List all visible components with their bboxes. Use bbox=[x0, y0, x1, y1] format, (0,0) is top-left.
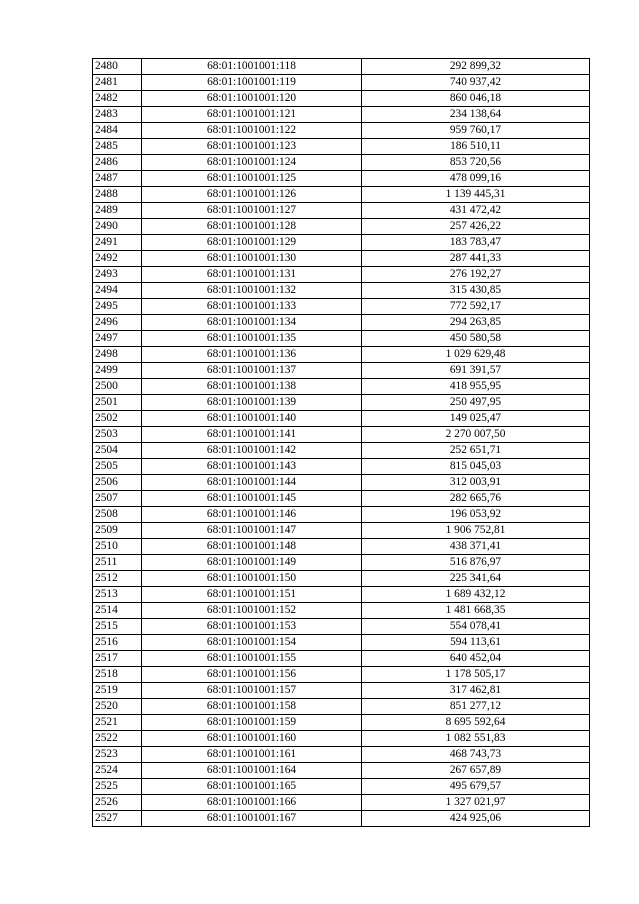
cadastral-value-cell: 640 452,04 bbox=[362, 651, 590, 667]
table-row bbox=[93, 779, 590, 795]
cadastral-number-cell: 68:01:1001001:125 bbox=[142, 171, 362, 187]
cadastral-value-cell: 252 651,71 bbox=[362, 443, 590, 459]
cadastral-number-cell: 68:01:1001001:141 bbox=[142, 427, 362, 443]
table-row bbox=[93, 91, 590, 107]
cadastral-value-cell: 959 760,17 bbox=[362, 123, 590, 139]
row-number-cell: 2484 bbox=[93, 123, 142, 139]
table-row bbox=[93, 187, 590, 203]
table-row bbox=[93, 347, 590, 363]
table-row bbox=[93, 667, 590, 683]
row-number-cell: 2499 bbox=[93, 363, 142, 379]
cadastral-value-cell: 1 327 021,97 bbox=[362, 795, 590, 811]
table-row bbox=[93, 155, 590, 171]
table-row bbox=[93, 571, 590, 587]
cadastral-number-cell: 68:01:1001001:119 bbox=[142, 75, 362, 91]
table-row bbox=[93, 491, 590, 507]
cadastral-value-cell: 312 003,91 bbox=[362, 475, 590, 491]
row-number-cell: 2516 bbox=[93, 635, 142, 651]
row-number-cell: 2513 bbox=[93, 587, 142, 603]
row-number-cell: 2500 bbox=[93, 379, 142, 395]
cadastral-value-cell: 292 899,32 bbox=[362, 59, 590, 75]
cadastral-value-cell: 1 029 629,48 bbox=[362, 347, 590, 363]
cadastral-number-cell: 68:01:1001001:142 bbox=[142, 443, 362, 459]
row-number-cell: 2504 bbox=[93, 443, 142, 459]
row-number-cell: 2490 bbox=[93, 219, 142, 235]
table-body bbox=[93, 59, 590, 827]
cadastral-value-cell: 1 481 668,35 bbox=[362, 603, 590, 619]
row-number-cell: 2510 bbox=[93, 539, 142, 555]
table-row bbox=[93, 219, 590, 235]
row-number-cell: 2482 bbox=[93, 91, 142, 107]
row-number-cell: 2515 bbox=[93, 619, 142, 635]
table-row bbox=[93, 235, 590, 251]
row-number-cell: 2492 bbox=[93, 251, 142, 267]
row-number-cell: 2502 bbox=[93, 411, 142, 427]
row-number-cell: 2523 bbox=[93, 747, 142, 763]
cadastral-number-cell: 68:01:1001001:145 bbox=[142, 491, 362, 507]
table-row bbox=[93, 715, 590, 731]
row-number-cell: 2527 bbox=[93, 811, 142, 827]
row-number-cell: 2521 bbox=[93, 715, 142, 731]
table-row bbox=[93, 395, 590, 411]
cadastral-value-cell: 438 371,41 bbox=[362, 539, 590, 555]
cadastral-number-cell: 68:01:1001001:167 bbox=[142, 811, 362, 827]
table-row bbox=[93, 539, 590, 555]
cadastral-value-cell: 691 391,57 bbox=[362, 363, 590, 379]
cadastral-value-cell: 1 139 445,31 bbox=[362, 187, 590, 203]
cadastral-number-cell: 68:01:1001001:158 bbox=[142, 699, 362, 715]
row-number-cell: 2485 bbox=[93, 139, 142, 155]
table-row bbox=[93, 251, 590, 267]
table-row bbox=[93, 379, 590, 395]
cadastral-value-cell: 424 925,06 bbox=[362, 811, 590, 827]
cadastral-value-cell: 860 046,18 bbox=[362, 91, 590, 107]
cadastral-value-cell: 234 138,64 bbox=[362, 107, 590, 123]
cadastral-value-cell: 317 462,81 bbox=[362, 683, 590, 699]
cadastral-number-cell: 68:01:1001001:157 bbox=[142, 683, 362, 699]
cadastral-value-cell: 815 045,03 bbox=[362, 459, 590, 475]
row-number-cell: 2483 bbox=[93, 107, 142, 123]
cadastral-value-cell: 495 679,57 bbox=[362, 779, 590, 795]
cadastral-number-cell: 68:01:1001001:150 bbox=[142, 571, 362, 587]
cadastral-value-cell: 853 720,56 bbox=[362, 155, 590, 171]
cadastral-number-cell: 68:01:1001001:122 bbox=[142, 123, 362, 139]
cadastral-value-cell: 1 906 752,81 bbox=[362, 523, 590, 539]
row-number-cell: 2494 bbox=[93, 283, 142, 299]
table-row bbox=[93, 699, 590, 715]
cadastral-value-cell: 1 689 432,12 bbox=[362, 587, 590, 603]
table-row bbox=[93, 459, 590, 475]
table-row bbox=[93, 267, 590, 283]
cadastral-value-cell: 183 783,47 bbox=[362, 235, 590, 251]
table-row bbox=[93, 411, 590, 427]
table-row bbox=[93, 139, 590, 155]
table-row bbox=[93, 171, 590, 187]
cadastral-number-cell: 68:01:1001001:138 bbox=[142, 379, 362, 395]
cadastral-value-cell: 287 441,33 bbox=[362, 251, 590, 267]
cadastral-number-cell: 68:01:1001001:161 bbox=[142, 747, 362, 763]
row-number-cell: 2525 bbox=[93, 779, 142, 795]
table-row bbox=[93, 331, 590, 347]
table-row bbox=[93, 811, 590, 827]
cadastral-value-cell: 250 497,95 bbox=[362, 395, 590, 411]
table-row bbox=[93, 763, 590, 779]
cadastral-value-cell: 1 082 551,83 bbox=[362, 731, 590, 747]
table-row bbox=[93, 683, 590, 699]
cadastral-value-cell: 450 580,58 bbox=[362, 331, 590, 347]
cadastral-number-cell: 68:01:1001001:129 bbox=[142, 235, 362, 251]
table-row bbox=[93, 283, 590, 299]
cadastral-value-cell: 225 341,64 bbox=[362, 571, 590, 587]
row-number-cell: 2501 bbox=[93, 395, 142, 411]
row-number-cell: 2488 bbox=[93, 187, 142, 203]
row-number-cell: 2524 bbox=[93, 763, 142, 779]
row-number-cell: 2519 bbox=[93, 683, 142, 699]
row-number-cell: 2503 bbox=[93, 427, 142, 443]
cadastral-number-cell: 68:01:1001001:127 bbox=[142, 203, 362, 219]
cadastral-value-cell: 294 263,85 bbox=[362, 315, 590, 331]
row-number-cell: 2497 bbox=[93, 331, 142, 347]
cadastral-number-cell: 68:01:1001001:154 bbox=[142, 635, 362, 651]
row-number-cell: 2505 bbox=[93, 459, 142, 475]
cadastral-number-cell: 68:01:1001001:151 bbox=[142, 587, 362, 603]
row-number-cell: 2517 bbox=[93, 651, 142, 667]
row-number-cell: 2511 bbox=[93, 555, 142, 571]
cadastral-number-cell: 68:01:1001001:156 bbox=[142, 667, 362, 683]
table-row bbox=[93, 731, 590, 747]
cadastral-number-cell: 68:01:1001001:164 bbox=[142, 763, 362, 779]
table-row bbox=[93, 603, 590, 619]
cadastral-value-cell: 418 955,95 bbox=[362, 379, 590, 395]
cadastral-number-cell: 68:01:1001001:143 bbox=[142, 459, 362, 475]
cadastral-value-table bbox=[92, 58, 590, 827]
row-number-cell: 2495 bbox=[93, 299, 142, 315]
cadastral-number-cell: 68:01:1001001:120 bbox=[142, 91, 362, 107]
cadastral-number-cell: 68:01:1001001:130 bbox=[142, 251, 362, 267]
cadastral-number-cell: 68:01:1001001:128 bbox=[142, 219, 362, 235]
row-number-cell: 2520 bbox=[93, 699, 142, 715]
cadastral-number-cell: 68:01:1001001:132 bbox=[142, 283, 362, 299]
cadastral-number-cell: 68:01:1001001:135 bbox=[142, 331, 362, 347]
cadastral-value-cell: 1 178 505,17 bbox=[362, 667, 590, 683]
row-number-cell: 2481 bbox=[93, 75, 142, 91]
row-number-cell: 2498 bbox=[93, 347, 142, 363]
cadastral-value-cell: 851 277,12 bbox=[362, 699, 590, 715]
row-number-cell: 2507 bbox=[93, 491, 142, 507]
row-number-cell: 2508 bbox=[93, 507, 142, 523]
table-row bbox=[93, 635, 590, 651]
table-row bbox=[93, 475, 590, 491]
cadastral-number-cell: 68:01:1001001:159 bbox=[142, 715, 362, 731]
row-number-cell: 2506 bbox=[93, 475, 142, 491]
cadastral-value-cell: 554 078,41 bbox=[362, 619, 590, 635]
table-row bbox=[93, 523, 590, 539]
table-row bbox=[93, 619, 590, 635]
cadastral-number-cell: 68:01:1001001:118 bbox=[142, 59, 362, 75]
row-number-cell: 2509 bbox=[93, 523, 142, 539]
row-number-cell: 2496 bbox=[93, 315, 142, 331]
cadastral-number-cell: 68:01:1001001:152 bbox=[142, 603, 362, 619]
table-row bbox=[93, 555, 590, 571]
cadastral-value-cell: 431 472,42 bbox=[362, 203, 590, 219]
table-row bbox=[93, 443, 590, 459]
table-row bbox=[93, 427, 590, 443]
row-number-cell: 2487 bbox=[93, 171, 142, 187]
cadastral-number-cell: 68:01:1001001:133 bbox=[142, 299, 362, 315]
row-number-cell: 2486 bbox=[93, 155, 142, 171]
cadastral-number-cell: 68:01:1001001:136 bbox=[142, 347, 362, 363]
cadastral-number-cell: 68:01:1001001:153 bbox=[142, 619, 362, 635]
cadastral-number-cell: 68:01:1001001:166 bbox=[142, 795, 362, 811]
cadastral-value-cell: 478 099,16 bbox=[362, 171, 590, 187]
table-row bbox=[93, 507, 590, 523]
cadastral-number-cell: 68:01:1001001:126 bbox=[142, 187, 362, 203]
cadastral-number-cell: 68:01:1001001:155 bbox=[142, 651, 362, 667]
cadastral-number-cell: 68:01:1001001:165 bbox=[142, 779, 362, 795]
cadastral-value-cell: 594 113,61 bbox=[362, 635, 590, 651]
table-row bbox=[93, 59, 590, 75]
cadastral-value-cell: 257 426,22 bbox=[362, 219, 590, 235]
cadastral-value-cell: 516 876,97 bbox=[362, 555, 590, 571]
cadastral-value-cell: 8 695 592,64 bbox=[362, 715, 590, 731]
cadastral-value-cell: 196 053,92 bbox=[362, 507, 590, 523]
row-number-cell: 2522 bbox=[93, 731, 142, 747]
row-number-cell: 2526 bbox=[93, 795, 142, 811]
row-number-cell: 2493 bbox=[93, 267, 142, 283]
table-row bbox=[93, 587, 590, 603]
cadastral-number-cell: 68:01:1001001:124 bbox=[142, 155, 362, 171]
cadastral-value-cell: 282 665,76 bbox=[362, 491, 590, 507]
table-row bbox=[93, 795, 590, 811]
cadastral-number-cell: 68:01:1001001:149 bbox=[142, 555, 362, 571]
table-row bbox=[93, 299, 590, 315]
row-number-cell: 2489 bbox=[93, 203, 142, 219]
cadastral-number-cell: 68:01:1001001:140 bbox=[142, 411, 362, 427]
cadastral-value-cell: 772 592,17 bbox=[362, 299, 590, 315]
table-row bbox=[93, 203, 590, 219]
table-row bbox=[93, 363, 590, 379]
table-row bbox=[93, 651, 590, 667]
table-row bbox=[93, 123, 590, 139]
cadastral-value-cell: 2 270 007,50 bbox=[362, 427, 590, 443]
cadastral-number-cell: 68:01:1001001:134 bbox=[142, 315, 362, 331]
cadastral-number-cell: 68:01:1001001:148 bbox=[142, 539, 362, 555]
cadastral-number-cell: 68:01:1001001:146 bbox=[142, 507, 362, 523]
cadastral-value-cell: 276 192,27 bbox=[362, 267, 590, 283]
table-row bbox=[93, 107, 590, 123]
cadastral-value-cell: 468 743,73 bbox=[362, 747, 590, 763]
cadastral-value-cell: 267 657,89 bbox=[362, 763, 590, 779]
cadastral-value-cell: 315 430,85 bbox=[362, 283, 590, 299]
cadastral-value-cell: 149 025,47 bbox=[362, 411, 590, 427]
cadastral-number-cell: 68:01:1001001:160 bbox=[142, 731, 362, 747]
row-number-cell: 2480 bbox=[93, 59, 142, 75]
row-number-cell: 2512 bbox=[93, 571, 142, 587]
cadastral-number-cell: 68:01:1001001:144 bbox=[142, 475, 362, 491]
cadastral-number-cell: 68:01:1001001:131 bbox=[142, 267, 362, 283]
row-number-cell: 2491 bbox=[93, 235, 142, 251]
cadastral-value-cell: 186 510,11 bbox=[362, 139, 590, 155]
row-number-cell: 2514 bbox=[93, 603, 142, 619]
cadastral-number-cell: 68:01:1001001:139 bbox=[142, 395, 362, 411]
row-number-cell: 2518 bbox=[93, 667, 142, 683]
cadastral-value-cell: 740 937,42 bbox=[362, 75, 590, 91]
table-row bbox=[93, 747, 590, 763]
cadastral-number-cell: 68:01:1001001:147 bbox=[142, 523, 362, 539]
table-row bbox=[93, 315, 590, 331]
cadastral-number-cell: 68:01:1001001:121 bbox=[142, 107, 362, 123]
table-row bbox=[93, 75, 590, 91]
cadastral-number-cell: 68:01:1001001:123 bbox=[142, 139, 362, 155]
cadastral-number-cell: 68:01:1001001:137 bbox=[142, 363, 362, 379]
